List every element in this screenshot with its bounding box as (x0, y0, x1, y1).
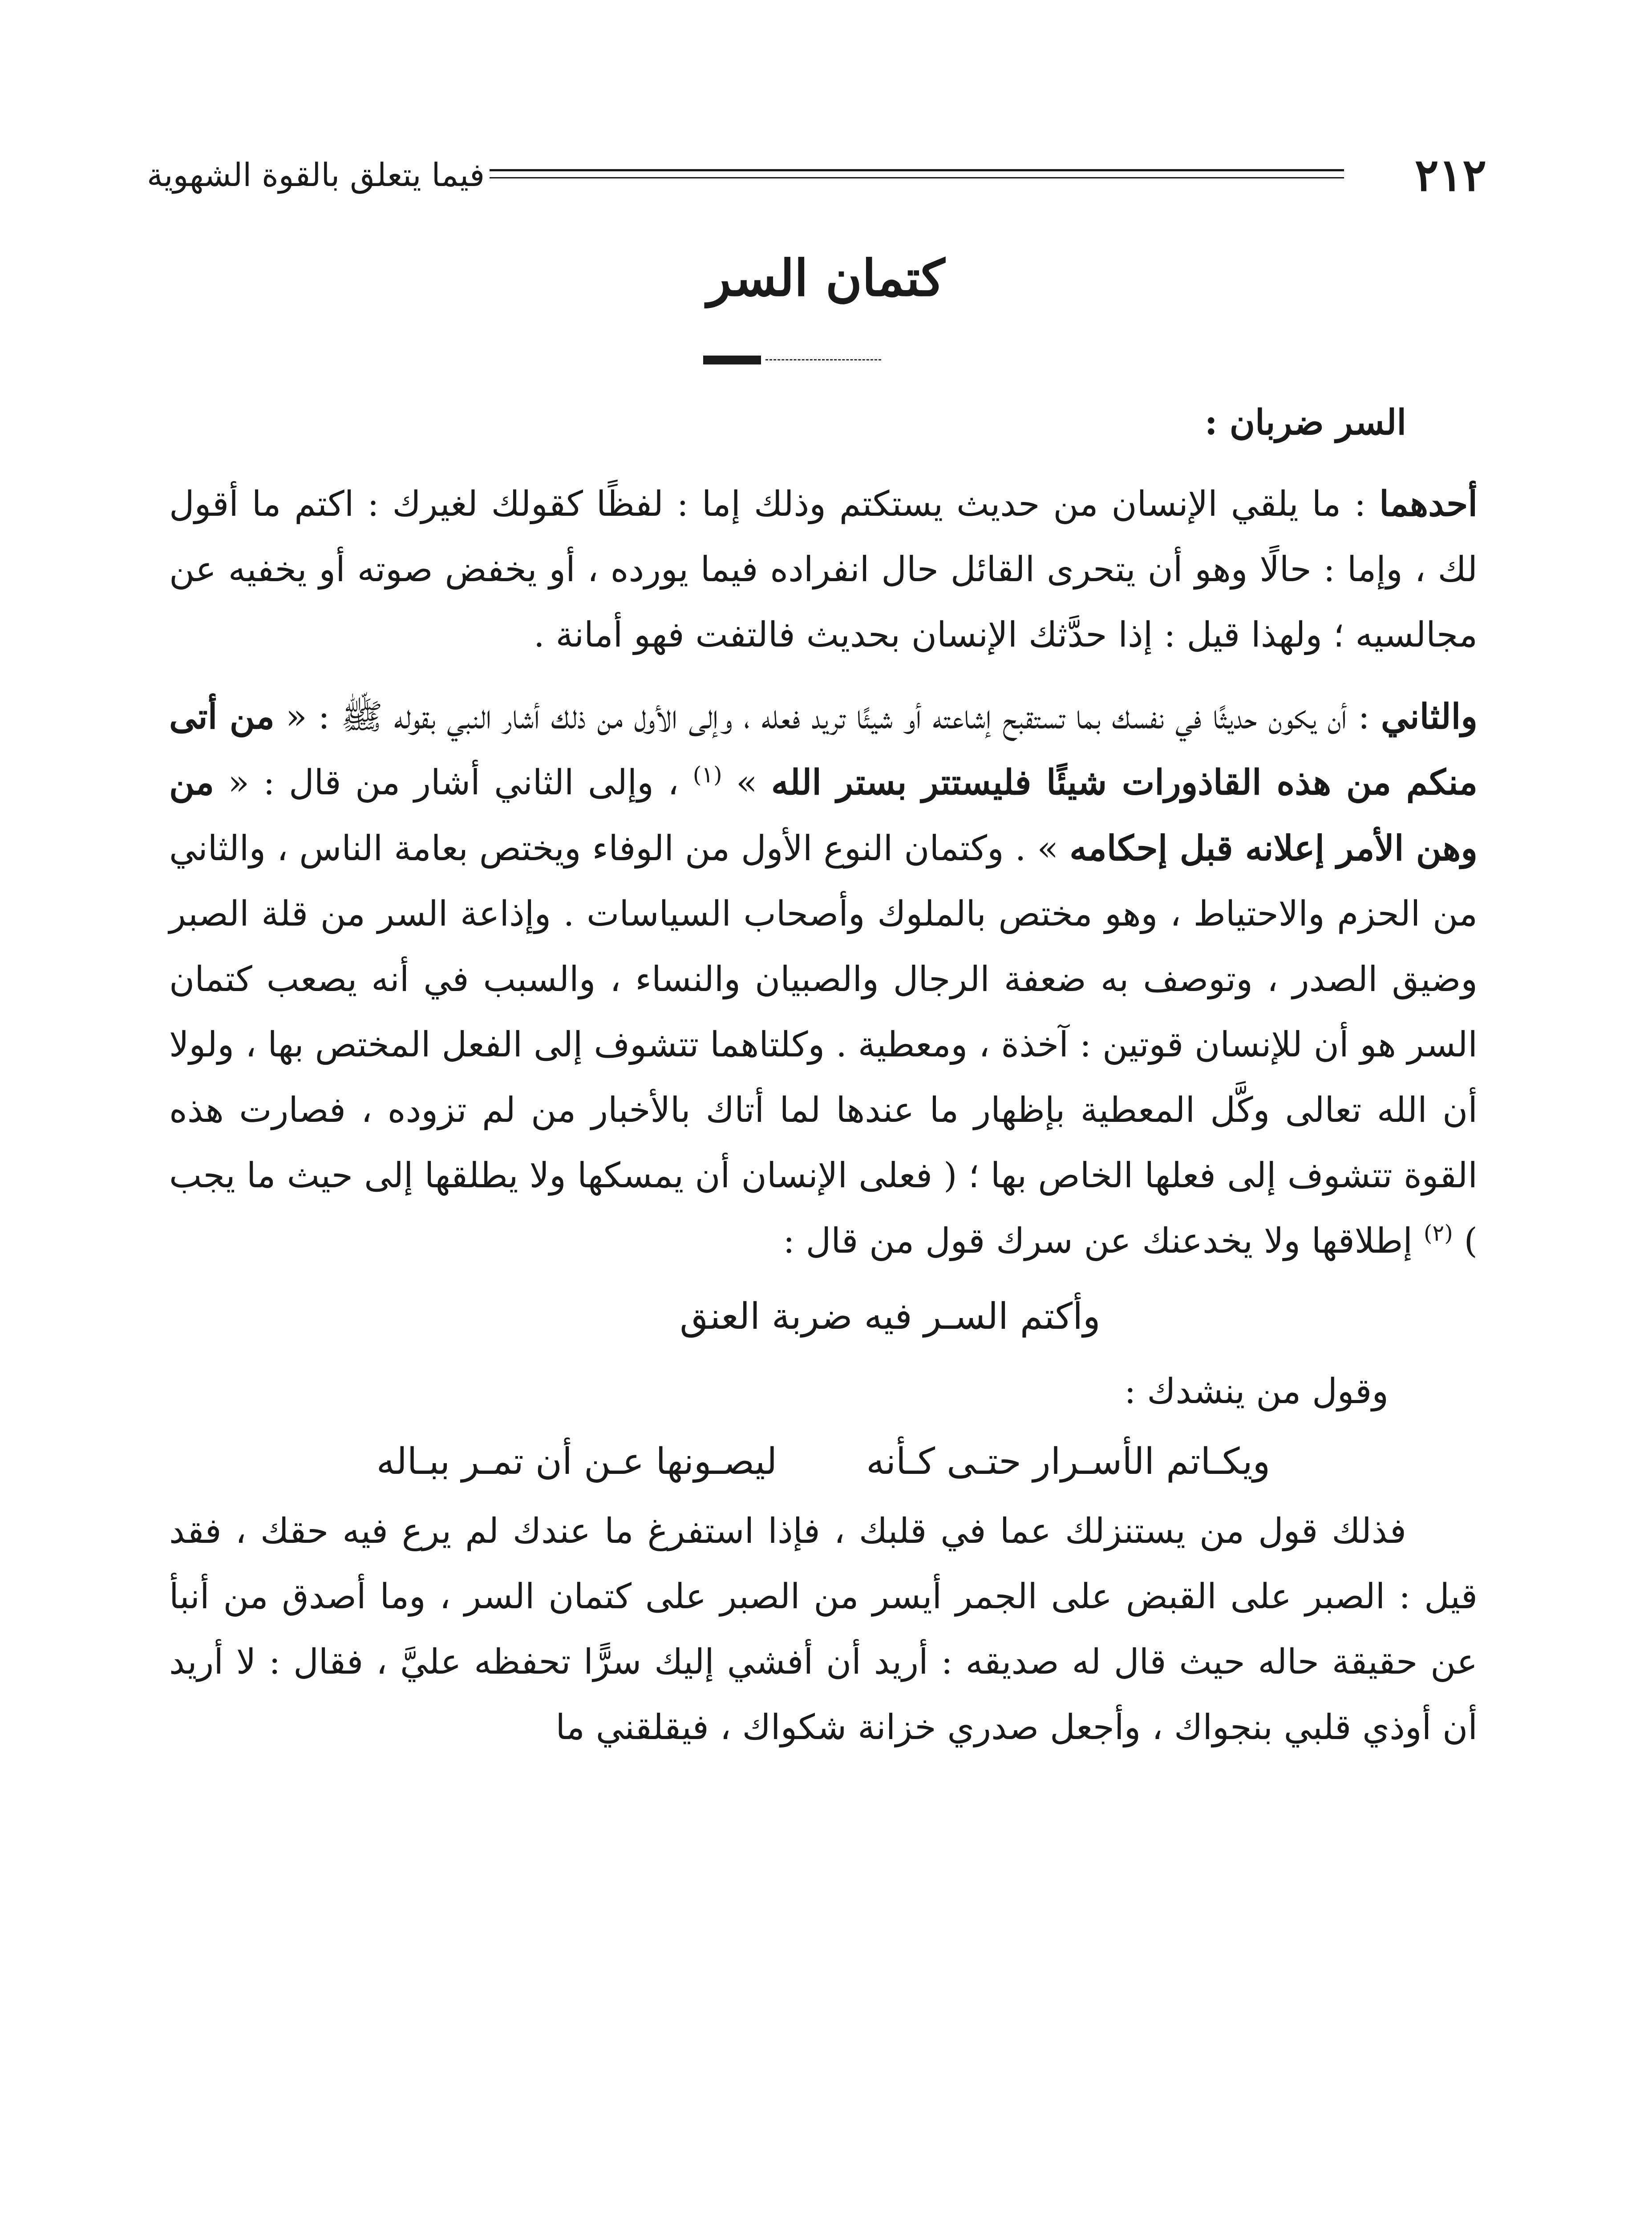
paragraph-continuation: فذلك قول من يستنزلك عما في قلبك ، فإذا استفرغ ما عندك لم يرع فيه حقك ، فقد قيل : الصبر على القبض على الجمر أيسر من الصبر على كتمان السر ، وما أصدق من أنبأ عن حقيقة حاله حيث قال له صديقه : أريد أن أفشي إليك سرًّا تحفظه عليَّ ، فقال : لا أريد أن أوذي قلبي بنجواك ، وأجعل صدري خزانة شكواك ، فيقلقني ما (169, 1511, 1478, 1748)
paragraph-text: إطلاقها ولا يخدعنك عن سرك قول من قال : (783, 1221, 1424, 1261)
section-intro: السر ضربان : (1204, 402, 1406, 443)
page-number: ٢١٢ (1414, 149, 1486, 201)
verse-hemistich-right: ويكـاتم الأسـرار حتـى كـأنه (866, 1440, 1271, 1483)
paragraph-text: : أن يكون حديثًا في نفسك بما تستقبح إشاعته أو شيئًا تريد فعله ، وإلى الأول من ذلك أشار النبي بقوله ﷺ : « (274, 697, 1381, 737)
footnote-ref: (١) (692, 762, 722, 788)
paragraph-text: » . وكتمان النوع الأول من الوفاء ويختص بعامة الناس ، والثاني من الحزم والاحتياط ، وهو مختص بالملوك وأصحاب السياسات . وإذاعة السر من قلة الصبر وضيق الصدر ، وتوصف به ضعفة الرجال والصبيان والنساء ، والسبب في أنه يصعب كتمان السر هو أن للإنسان قوتين : آخذة ، ومعطية . وكلتاهما تتشوف إلى الفعل المختص بها ، ولولا أن الله تعالى وكَّل المعطية بإظهار ما عندها لما أتاك بالأخبار من لم تزوده ، فصارت هذه القوة تتشوف إلى فعلها الخاص بها ؛ ( فعلى الإنسان أن يمسكها ولا يطلقها إلى حيث ما يجب ) (169, 829, 1478, 1261)
paragraph-text: : ما يلقي الإنسان من حديث يستكتم وذلك إما : لفظًا كقولك لغيرك : اكتم ما أقول لك ، وإما : حالًا وهو أن يتحرى القائل حال انفراده فيما يورده ، أو يخفض صوته أو يخفيه عن مجالسيه ؛ ولهذا قيل : إذا حدَّثك الإنسان بحديث فالتفت فهو أمانة . (169, 484, 1478, 655)
paragraph-lead: والثاني (1381, 696, 1478, 737)
ornament-dashes (765, 359, 881, 360)
body-text (169, 387, 1478, 1760)
paragraph-lead: أحدهما (1379, 484, 1478, 524)
verse-lead-in: وقول من ينشدك : (1124, 1371, 1389, 1412)
verse-hemistich-left: ليصـونها عـن أن تمـر ببـاله (376, 1440, 777, 1483)
title-ornament (703, 354, 881, 367)
paragraph-first-kind (169, 471, 1478, 668)
paragraph-text: » (722, 763, 771, 803)
running-header (147, 142, 1486, 208)
footnote-ref: (٢) (1423, 1220, 1453, 1246)
chapter-title: كتمان السر (707, 249, 945, 307)
header-rule-thin (490, 177, 1344, 178)
header-rule (490, 169, 1344, 171)
verse-couplet (169, 1429, 1478, 1494)
paragraph-second-kind (169, 684, 1478, 1274)
ornament-bar (703, 356, 761, 364)
proverb-quote: من وهن الأمر إعلانه قبل إحكامه (169, 762, 1478, 869)
verse-line: وأكتم السـر فيه ضربة العنق (680, 1295, 1101, 1338)
running-title: فيما يتعلق بالقوة الشهوية (147, 156, 485, 194)
hadith-quote: من أتى منكم من هذه القاذورات شيئًا فليستتر بستر الله (169, 696, 1478, 803)
paragraph-text: ، وإلى الثاني أشار من قال : « (214, 763, 693, 803)
